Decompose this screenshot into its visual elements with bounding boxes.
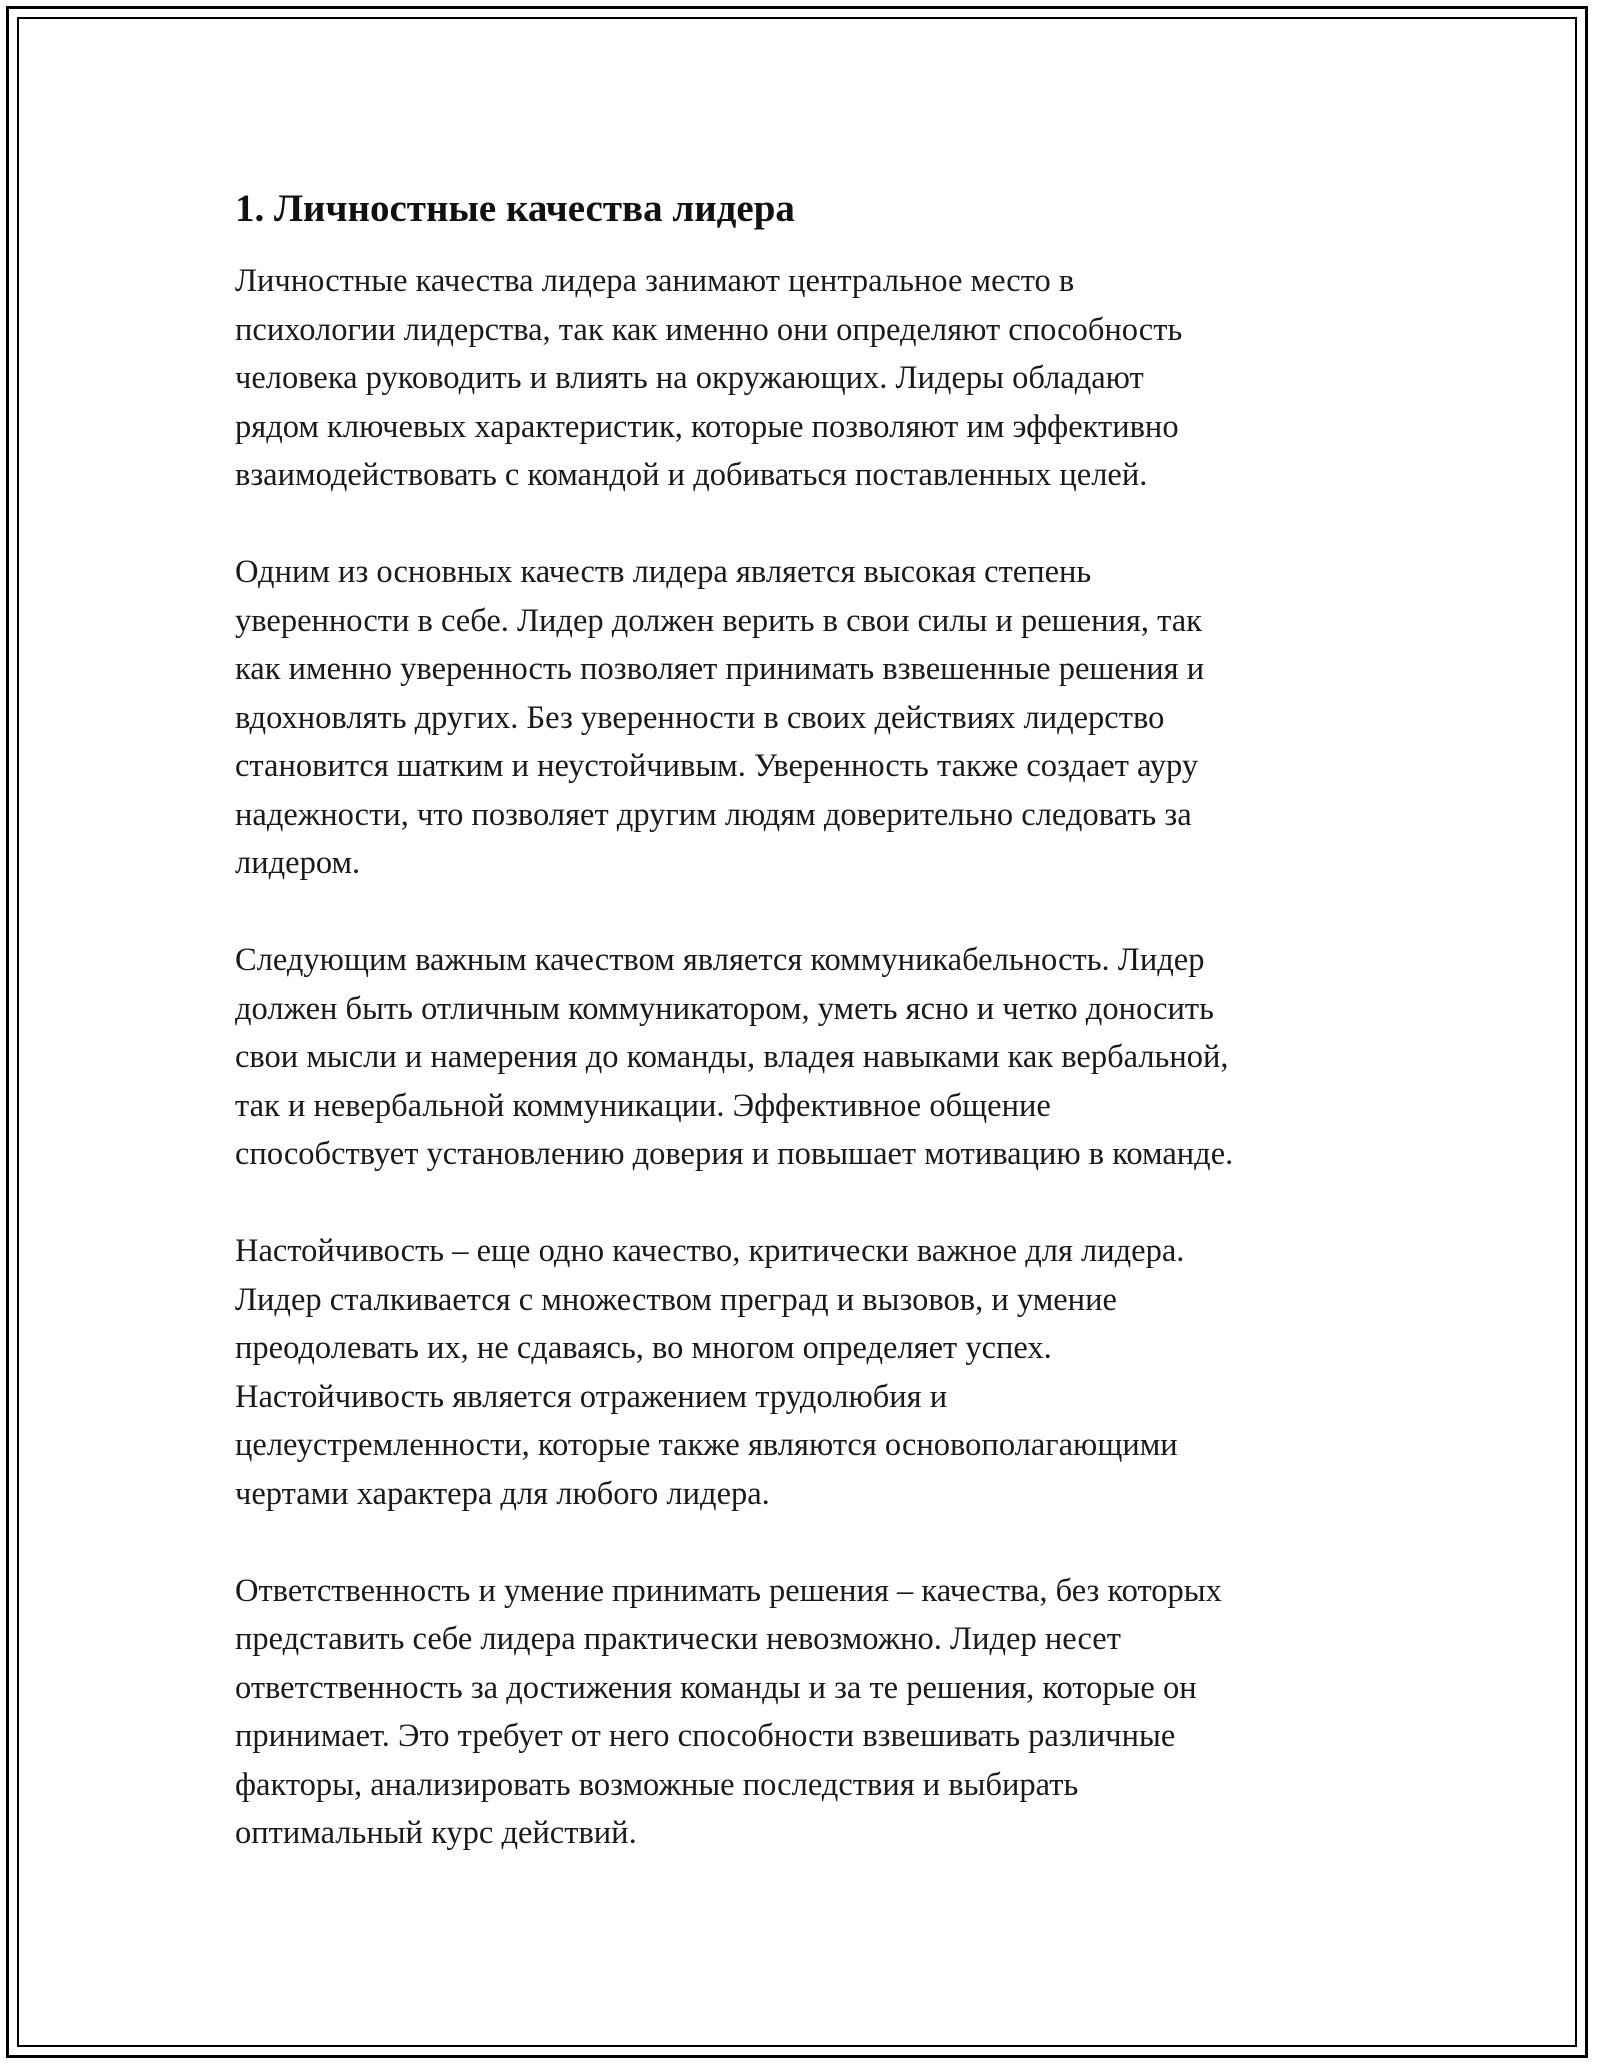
paragraph-self-confidence-intro: Личностные качества лидера занимают центральное место в психологии лидерства, так как именно они определяют способность человека руководить и влиять на окружающих. Лидеры обладают рядом ключевых характеристик, которые позволяют им эффективно взаимодействовать с командой и добиваться поставленных целей. xyxy=(235,263,1183,493)
document-body xyxy=(235,185,1385,1906)
paragraph-persistence: Настойчивость – еще одно качество, критически важное для лидера. Лидер сталкивается с множеством преград и вызовов, и умение преодолевать их, не сдаваясь, во многом определяет успех. Настойчивость является отражением трудолюбия и целеустремленности, которые также являются основополагающими чертами характера для любого лидера. xyxy=(235,1233,1185,1512)
paragraph-responsibility: Ответственность и умение принимать решения – качества, без которых представить себе лидера практически невозможно. Лидер несет ответственность за достижения команды и за те решения, которые он принимает. Это требует от него способности взвешивать различные факторы, анализировать возможные последствия и выбирать оптимальный курс действий. xyxy=(235,1572,1222,1851)
paragraph-communication: Следующим важным качеством является коммуникабельность. Лидер должен быть отличным коммуникатором, уметь ясно и четко доносить свои мысли и намерения до команды, владея навыками как вербальной, так и невербальной коммуникации. Эффективное общение способствует установлению доверия и повышает мотивацию в команде. xyxy=(235,942,1234,1172)
section-title: 1. Личностные качества лидера xyxy=(235,187,795,230)
paragraph-self-confidence: Одним из основных качеств лидера является высокая степень уверенности в себе. Лидер должен верить в свои силы и решения, так как именно уверенность позволяет принимать взвешенные решения и вдохновлять других. Без уверенности в своих действиях лидерство становится шатким и неустойчивым. Уверенность также создает ауру надежности, что позволяет другим людям доверительно следовать за лидером. xyxy=(235,554,1205,881)
